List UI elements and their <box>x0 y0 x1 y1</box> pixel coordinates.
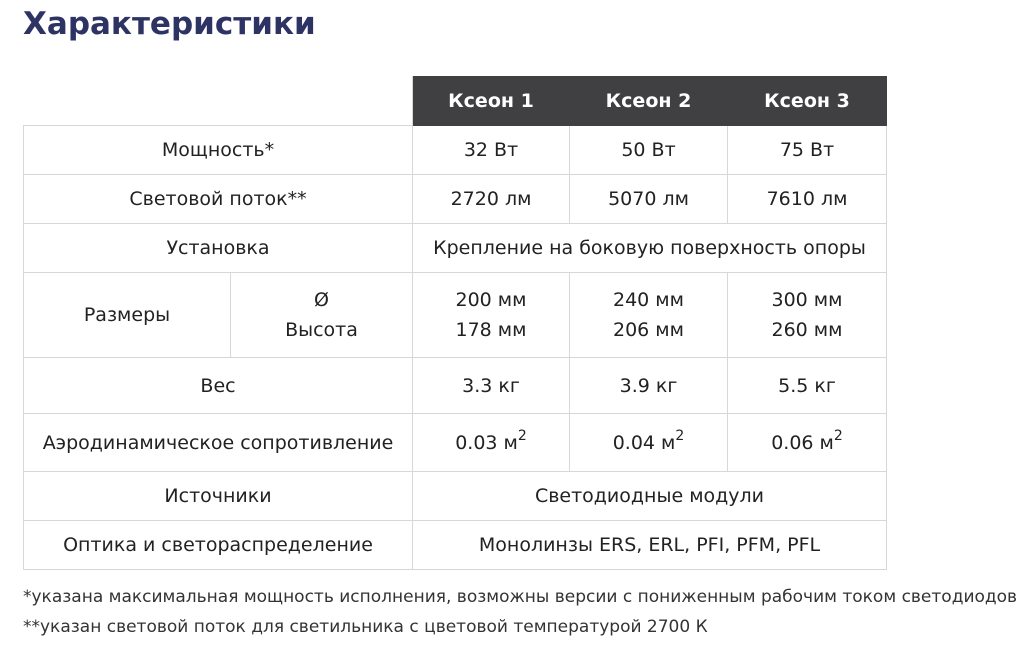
cell-power-1: 32 Вт <box>413 126 570 175</box>
cell-drag-1 <box>413 414 570 472</box>
sublabel-diameter: Ø <box>314 289 329 311</box>
unit-exponent-3: 2 <box>833 427 843 444</box>
table-row-drag <box>24 414 887 472</box>
table-row-optics <box>24 521 887 570</box>
table-row-sources <box>24 472 887 521</box>
unit-exponent-1: 2 <box>517 427 527 444</box>
table-row-power <box>24 126 887 175</box>
size-sublabels <box>231 273 413 358</box>
model-header-1: Ксеон 1 <box>413 77 570 126</box>
drag-value-3: 0.06 м <box>771 431 834 454</box>
header-row <box>24 77 887 126</box>
sublabel-height: Высота <box>285 319 358 341</box>
row-label-flux: Световой поток** <box>24 175 413 224</box>
model-header-3: Ксеон 3 <box>728 77 887 126</box>
cell-size-1 <box>413 273 570 358</box>
cell-power-3: 75 Вт <box>728 126 887 175</box>
footnotes <box>23 582 1017 642</box>
cell-size-3 <box>728 273 887 358</box>
cell-size-2 <box>570 273 728 358</box>
row-label-weight: Вес <box>24 358 413 414</box>
cell-height-3: 260 мм <box>771 319 843 341</box>
header-blank-cell <box>24 77 413 126</box>
cell-diameter-3: 300 мм <box>771 289 843 311</box>
model-header-2: Ксеон 2 <box>570 77 728 126</box>
cell-diameter-1: 200 мм <box>455 289 527 311</box>
row-label-drag: Аэродинамическое сопротивление <box>24 414 413 472</box>
cell-flux-3: 7610 лм <box>728 175 887 224</box>
cell-weight-2: 3.9 кг <box>570 358 728 414</box>
table-row-mount <box>24 224 887 273</box>
page-title: Характеристики <box>23 6 316 42</box>
table-row-size <box>24 273 887 358</box>
cell-sources: Светодиодные модули <box>413 472 887 521</box>
row-label-power: Мощность* <box>24 126 413 175</box>
cell-weight-1: 3.3 кг <box>413 358 570 414</box>
row-label-sources: Источники <box>24 472 413 521</box>
unit-exponent-2: 2 <box>675 427 685 444</box>
cell-height-1: 178 мм <box>455 319 527 341</box>
row-label-size: Размеры <box>24 273 231 358</box>
cell-flux-1: 2720 лм <box>413 175 570 224</box>
row-label-mount: Установка <box>24 224 413 273</box>
cell-weight-3: 5.5 кг <box>728 358 887 414</box>
cell-optics: Монолинзы ERS, ERL, PFI, PFM, PFL <box>413 521 887 570</box>
cell-flux-2: 5070 лм <box>570 175 728 224</box>
specs-table <box>23 76 887 570</box>
cell-drag-3 <box>728 414 887 472</box>
drag-value-1: 0.03 м <box>455 431 518 454</box>
cell-mount: Крепление на боковую поверхность опоры <box>413 224 887 273</box>
drag-value-2: 0.04 м <box>612 431 676 454</box>
cell-diameter-2: 240 мм <box>613 289 684 311</box>
footnote-power: *указана максимальная мощность исполнения, возможны версии с пониженным рабочим током светодиодов <box>23 587 1018 607</box>
cell-drag-2 <box>570 414 728 472</box>
footnote-flux: **указан световой поток для светильника с цветовой температурой 2700 К <box>23 617 708 637</box>
table-row-weight <box>24 358 887 414</box>
cell-power-2: 50 Вт <box>570 126 728 175</box>
cell-height-2: 206 мм <box>613 319 684 341</box>
row-label-optics: Оптика и светораспределение <box>24 521 413 570</box>
table-row-flux <box>24 175 887 224</box>
